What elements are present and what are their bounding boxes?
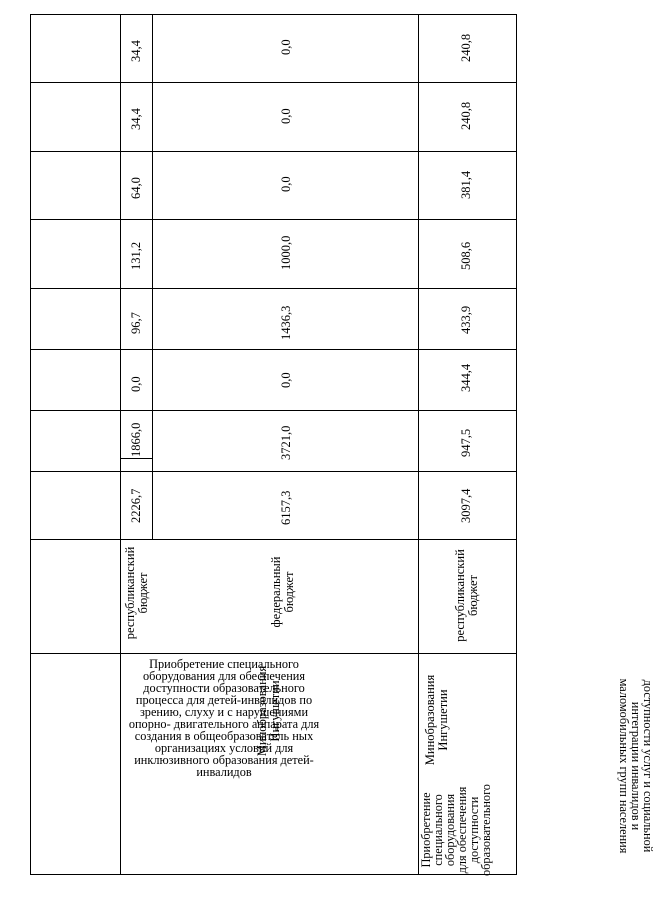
table-line	[152, 14, 153, 540]
table-line	[120, 458, 152, 459]
funding-source: федеральный бюджет	[269, 556, 296, 628]
event-name: Приобретение специального оборудования для обеспечения доступности образовательного процесса для детей-инвалидов по зрению, слуху и с нарушениями опорно- двигательного аппарата для создания в общеобразователь ных организациях условий для инклюзивного образования детей-инвалидов	[128, 657, 320, 779]
value-cell: 64,0	[129, 177, 143, 199]
table-line	[30, 349, 516, 350]
value-cell: 2226,7	[129, 488, 143, 523]
value-cell: 0,0	[279, 108, 293, 124]
table-line	[30, 14, 516, 15]
value-cell: 1436,3	[279, 305, 293, 340]
funding-source: республиканский бюджет	[123, 546, 150, 640]
value-cell: 381,4	[459, 170, 473, 199]
table-line	[30, 151, 516, 152]
value-cell: 433,9	[459, 305, 473, 334]
value-cell: 96,7	[129, 312, 143, 334]
value-cell: 240,8	[459, 101, 473, 130]
table-line	[516, 14, 517, 875]
table-line	[30, 539, 516, 540]
value-cell: 240,8	[459, 33, 473, 62]
value-cell: 131,2	[129, 241, 143, 270]
event-name: Приобретение специального оборудования для обеспечения доступности образовательного	[419, 784, 493, 876]
value-cell: 3721,0	[279, 425, 293, 460]
table-line	[418, 14, 419, 875]
executor: Минобразования Ингушетии	[255, 665, 282, 757]
table-line	[30, 410, 516, 411]
value-cell: 508,6	[459, 241, 473, 270]
value-cell: 1866,0	[129, 422, 143, 457]
value-cell: 3097,4	[459, 488, 473, 523]
value-cell: 0,0	[279, 176, 293, 192]
value-cell: 34,4	[129, 40, 143, 62]
value-cell: 0,0	[279, 39, 293, 55]
value-cell: 6157,3	[279, 490, 293, 525]
value-cell: 344,4	[459, 363, 473, 392]
value-cell: 0,0	[279, 372, 293, 388]
table-line	[30, 219, 516, 220]
table-line	[30, 653, 516, 654]
event-name-continuation: доступности услуг и социальной интеграции инвалидов и маломобильных групп населения	[617, 678, 655, 854]
value-cell: 0,0	[129, 376, 143, 392]
funding-source: республиканский бюджет	[453, 549, 480, 642]
table-line	[30, 288, 516, 289]
value-cell: 947,5	[459, 428, 473, 457]
table-line	[30, 82, 516, 83]
value-cell: 34,4	[129, 108, 143, 130]
table-line	[30, 14, 31, 875]
value-cell: 1000,0	[279, 235, 293, 270]
executor: Минобразования Ингушетии	[423, 674, 450, 766]
table-line	[30, 471, 516, 472]
